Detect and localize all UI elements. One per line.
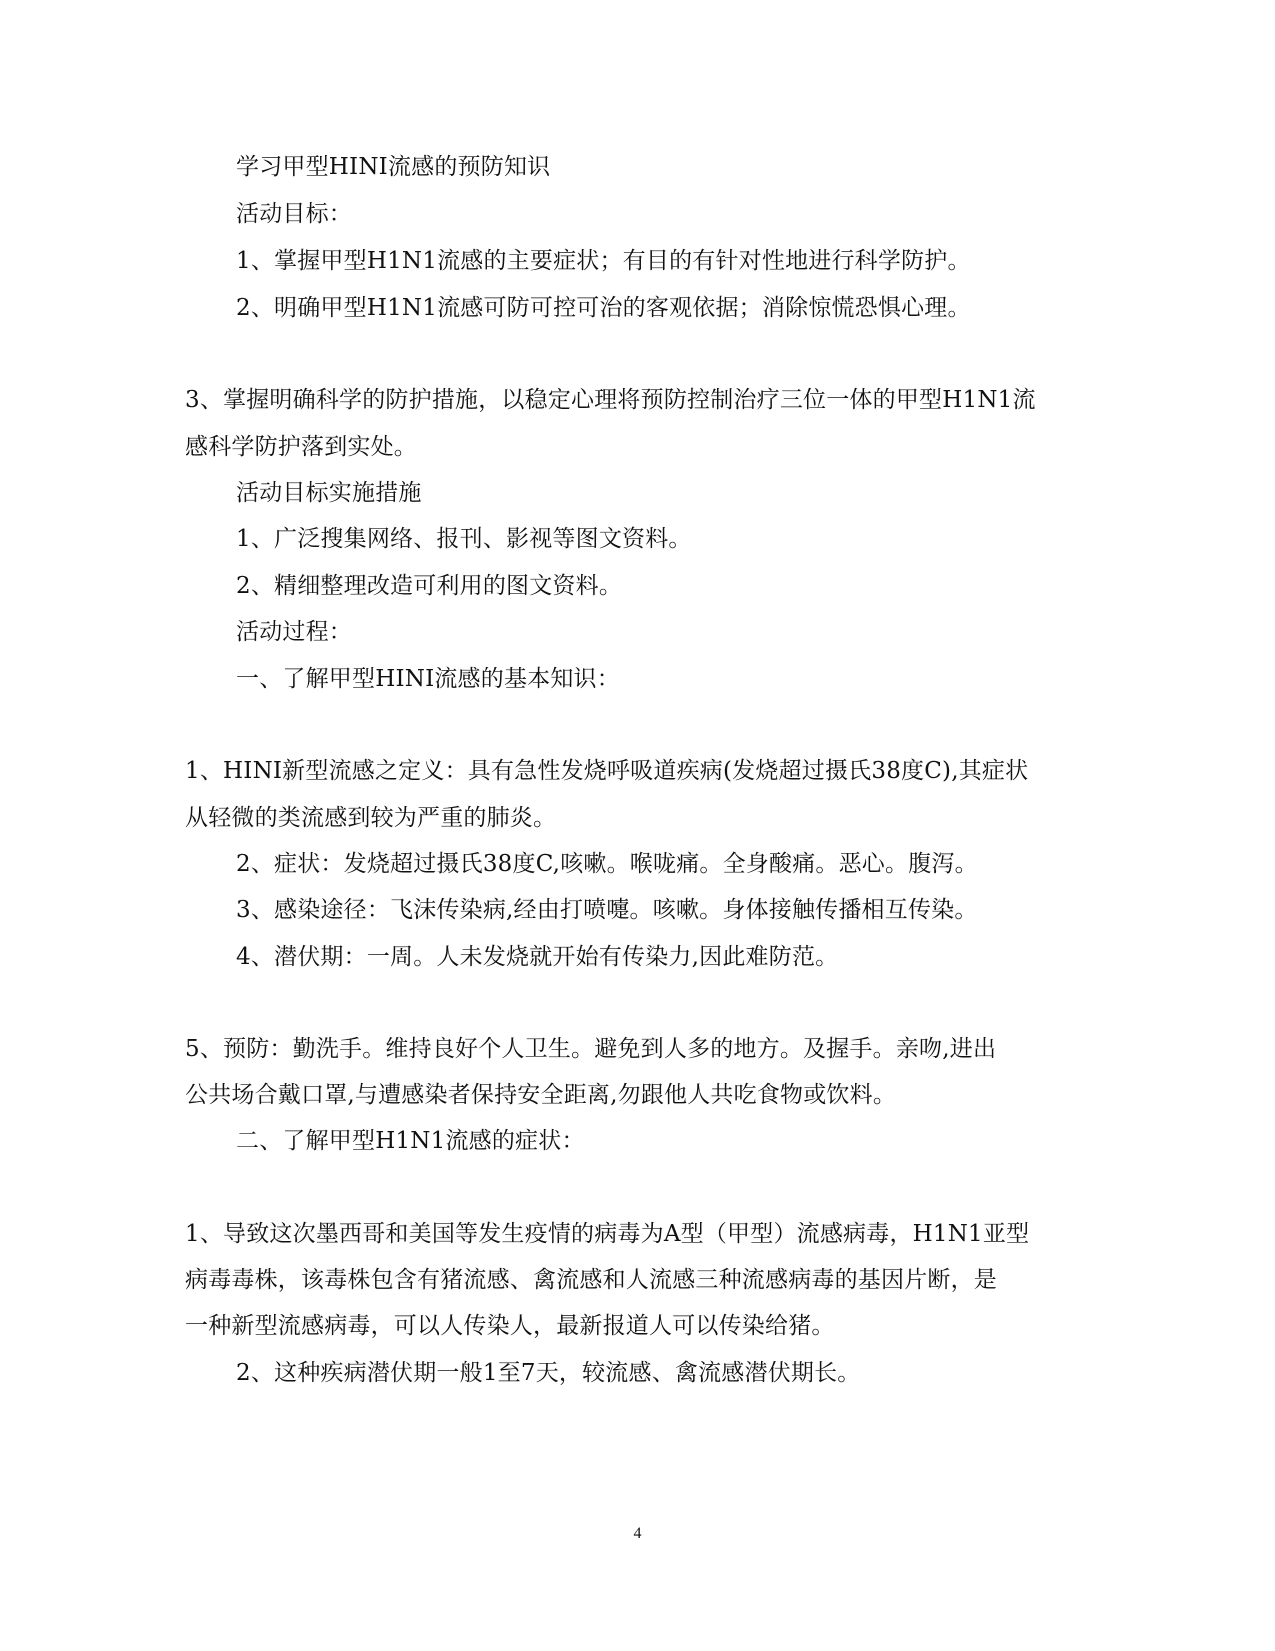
section-heading-process: 活动过程： <box>236 619 352 645</box>
document-title: 学习甲型HINI流感的预防知识 <box>236 154 551 180</box>
section-heading-measures: 活动目标实施措施 <box>236 480 422 506</box>
paragraph-line: 4、潜伏期：一周。人未发烧就开始有传染力,因此难防范。 <box>236 944 839 970</box>
paragraph-line: 公共场合戴口罩,与遭感染者保持安全距离,勿跟他人共吃食物或饮料。 <box>185 1082 897 1108</box>
paragraph-line: 1、导致这次墨西哥和美国等发生疫情的病毒为A型（甲型）流感病毒，H1N1亚型 <box>185 1221 1030 1247</box>
paragraph-line: 2、症状：发烧超过摄氏38度C,咳嗽。喉咙痛。全身酸痛。恶心。腹泻。 <box>236 851 978 877</box>
paragraph-line: 2、精细整理改造可利用的图文资料。 <box>236 573 623 599</box>
paragraph-line: 1、广泛搜集网络、报刊、影视等图文资料。 <box>236 526 692 552</box>
paragraph-line: 5、预防：勤洗手。维持良好个人卫生。避免到人多的地方。及握手。亲吻,进出 <box>185 1036 997 1062</box>
section-heading-basics: 一、了解甲型HINI流感的基本知识： <box>236 666 620 692</box>
section-heading-symptoms: 二、了解甲型H1N1流感的症状： <box>236 1128 585 1154</box>
paragraph-line: 1、掌握甲型H1N1流感的主要症状；有目的有针对性地进行科学防护。 <box>236 248 971 274</box>
paragraph-line: 感科学防护落到实处。 <box>185 434 417 460</box>
page-number: 4 <box>633 1525 642 1542</box>
paragraph-line: 一种新型流感病毒，可以人传染人，最新报道人可以传染给猪。 <box>185 1313 835 1339</box>
paragraph-line: 病毒毒株，该毒株包含有猪流感、禽流感和人流感三种流感病毒的基因片断，是 <box>185 1267 997 1293</box>
paragraph-line: 从轻微的类流感到较为严重的肺炎。 <box>185 805 557 831</box>
section-heading-activity-goals: 活动目标： <box>236 201 352 227</box>
paragraph-line: 3、感染途径：飞沫传染病,经由打喷嚏。咳嗽。身体接触传播相互传染。 <box>236 897 978 923</box>
paragraph-line: 2、明确甲型H1N1流感可防可控可治的客观依据；消除惊慌恐惧心理。 <box>236 295 971 321</box>
paragraph-line: 3、掌握明确科学的防护措施，以稳定心理将预防控制治疗三位一体的甲型H1N1流 <box>185 387 1036 413</box>
paragraph-line: 2、这种疾病潜伏期一般1至7天，较流感、禽流感潜伏期长。 <box>236 1360 861 1386</box>
paragraph-line: 1、HINI新型流感之定义：具有急性发烧呼吸道疾病(发烧超过摄氏38度C),其症状 <box>185 758 1029 784</box>
